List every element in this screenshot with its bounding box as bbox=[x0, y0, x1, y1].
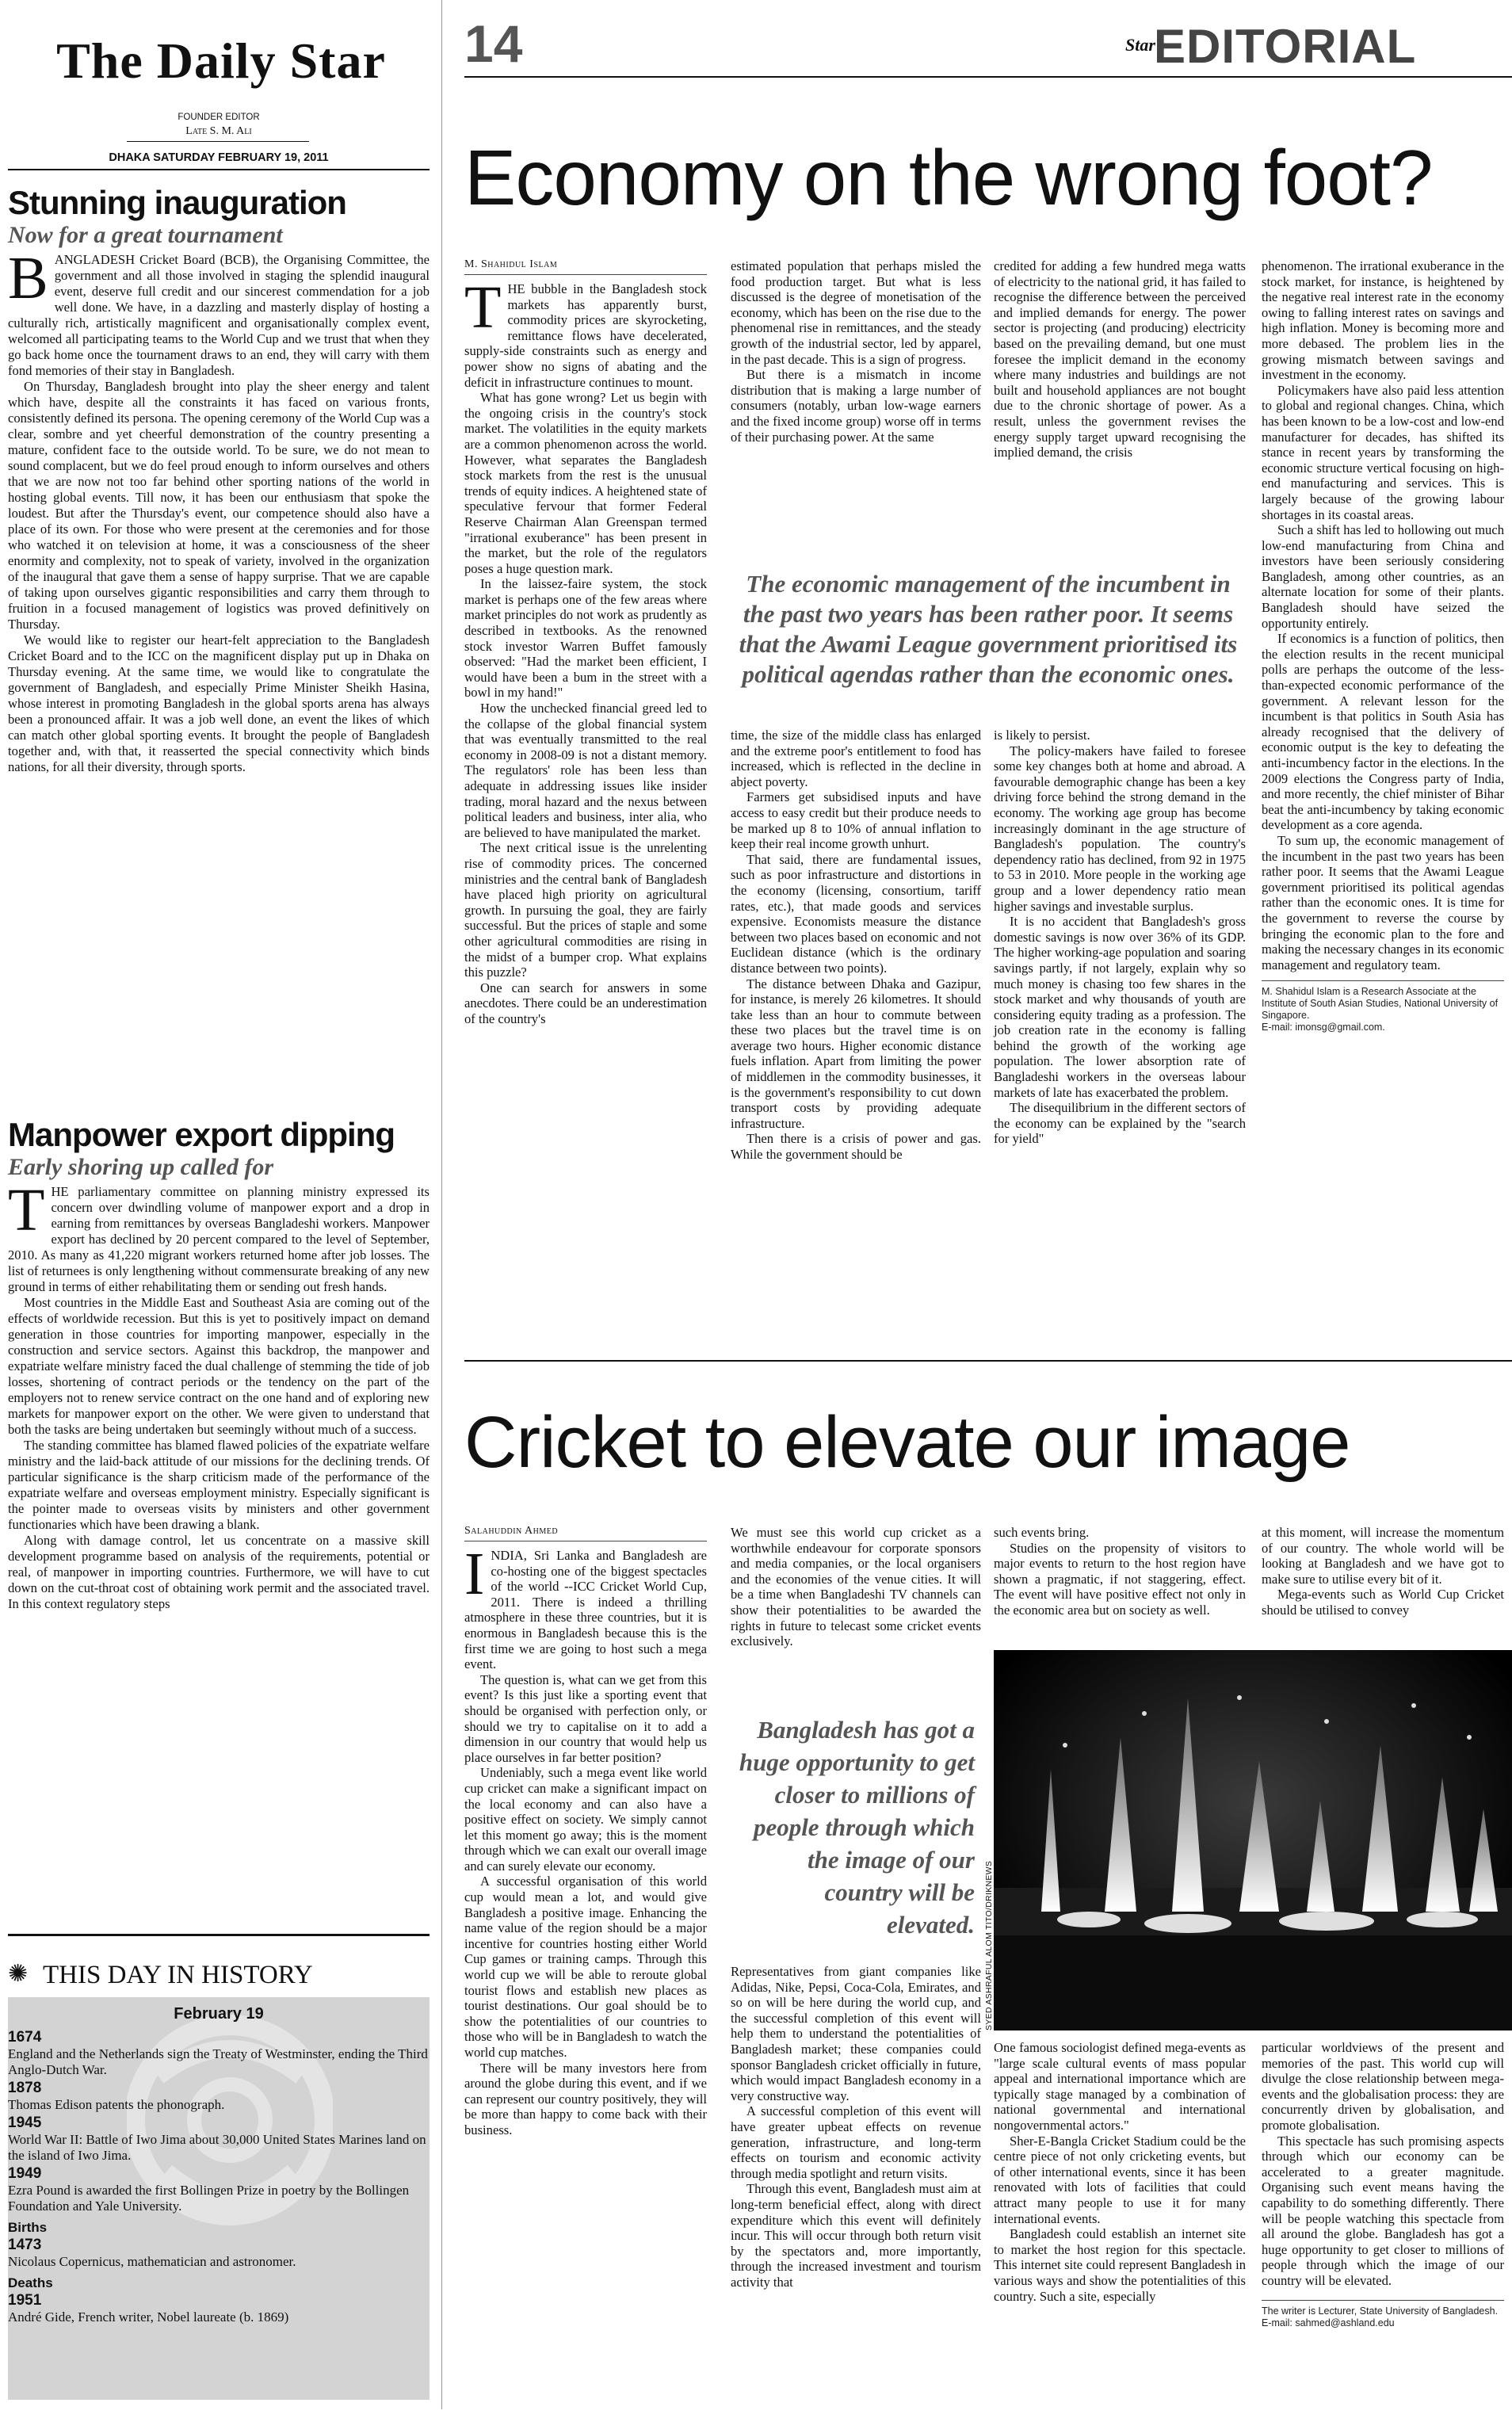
section-title: EDITORIAL bbox=[1154, 20, 1417, 73]
paragraph: such events bring. bbox=[994, 1525, 1090, 1540]
history-year: 1674 bbox=[8, 2029, 42, 2046]
article2-column-2-top bbox=[731, 1525, 981, 1649]
founder-name: Late S. M. Ali bbox=[185, 125, 252, 137]
paragraph: The disequilibrium in the different sectors of the economy can be explained by the "search for yield" bbox=[994, 1100, 1246, 1147]
paragraph: This spectacle has such promising aspects through which our economy can be accelerated to a greater magnitude. Organising such event means having the capability to do something differently. There will be people watching this spectacle from all around the globe. Bangladesh has got a huge opportunity to get closer to millions of people through which the image of our country will be elevated. bbox=[1262, 2133, 1504, 2288]
paragraph: time, the size of the middle class has enlarged and the extreme poor's entitlement to food has increased, which is reflected in the decline in abject poverty. bbox=[731, 728, 981, 789]
article2-column-4-bottom bbox=[1262, 2040, 1504, 2329]
history-entry bbox=[8, 2114, 430, 2164]
paragraph: How the unchecked financial greed led to the collapse of the global financial system that was eventually transmitted to the real economy in 2008-09 is not a distant memory. The regulators' role has been less than adequate in addressing issues like insider trading, moral hazard and the nexus between political leaders and business, inter alia, who are believed to have manipulated the market. bbox=[464, 701, 707, 840]
editorial-body bbox=[8, 245, 430, 775]
paragraph: Farmers get subsidised inputs and have access to easy credit but their produce needs to be marked up 8 to 10% of annual inflation to keep their real income growth unhurt. bbox=[731, 789, 981, 852]
paragraph: That said, there are fundamental issues, such as poor infrastructure and distortions in the economy (licensing, consortium, tariff rates, etc.), that made goods and services expensive. Economists measure the distance between two places based on economic and not Euclidean distance (which is the ordinary distance between two points). bbox=[731, 851, 981, 976]
history-text: Thomas Edison patents the phonograph. bbox=[8, 2097, 225, 2112]
paragraph: Representatives from giant companies like Adidas, Nike, Pepsi, Coca-Cola, Emirates, and so on will be here during the world cup, and the successful completion of this event will help them to understand the potentialities of Bangladesh market; these companies could sponsor Bangladesh cricket officially in future, which would impact Bangladesh economy in a very constructive way. bbox=[731, 1964, 981, 2103]
paragraph: is likely to persist. bbox=[994, 728, 1090, 743]
history-deaths-label: Deaths bbox=[8, 2275, 53, 2290]
paragraph: The question is, what can we get from this event? Is this just like a sporting event that should be organised with perfection only, or should we try to capitalise on it to add a dimension in our country that would help us place ourselves in far better position? bbox=[464, 1671, 707, 1765]
paragraph: BANGLADESH Cricket Board (BCB), the Organising Committee, the government and all those involved in staging the splendid inaugural event, deserve full credit and our sincerest commendation for a job well done. We have, in a dazzling and masterly display of hosting a culturally rich, artistically magnificent and organisationally complex event, welcomed all participating teams to the World Cup and we trust that when they go back home once the tournament draws to an end, they will carry with them fond memories of their stay in Bangladesh. bbox=[8, 245, 430, 378]
paragraph: Through this event, Bangladesh must aim at long-term beneficial effect, along with direct expenditure which this event will definitely incur. This will occur through both return visit by the spectators and, more importantly, through the increased investment and tourism activity that bbox=[731, 2181, 981, 2290]
paragraph: The standing committee has blamed flawed policies of the expatriate welfare ministry and the laid-back attitude of our missions for the declining trends. Of particular significance is the sharp criticism made of the performance of the expatriate welfare and overseas employment ministry. Especially significant is the pointer made to overseas visits by ministers and other government functionaries which have been drawing a blank. bbox=[8, 1438, 430, 1532]
article1-column-4 bbox=[1262, 258, 1504, 1033]
article-headline: Cricket to elevate our image bbox=[464, 1402, 1350, 1483]
article-byline: Salahuddin Ahmed bbox=[464, 1525, 707, 1541]
author-note-text: The writer is Lecturer, State University of Bangladesh. E-mail: sahmed@ashland.edu bbox=[1262, 2305, 1499, 2328]
dropcap: B bbox=[8, 245, 48, 311]
masthead bbox=[8, 0, 430, 178]
paragraph: We must see this world cup cricket as a worthwhile endeavour for corporate sponsors and media companies, or the local organisers and the economies of the venue cities. It will be a time when Bangladeshi TV channels can show their potentialities to be awarded the rights in future to telecast some cricket events exclusively. bbox=[731, 1525, 981, 1649]
history-text: Ezra Pound is awarded the first Bollingen Prize in poetry by the Bollingen Foundation and Yale University. bbox=[8, 2183, 410, 2214]
editorial-end-rule bbox=[8, 1934, 430, 1936]
photo-credit: SYED ASHRAFUL ALOM TITO/DRIKNEWS bbox=[984, 1860, 994, 2030]
founder-label: FOUNDER EDITOR bbox=[178, 113, 260, 122]
paragraph: Studies on the propensity of visitors to major events to return to the host region have shown a pragmatic, if not staggering, effect. The event will have positive effect not only in the economic area but on society as well. bbox=[994, 1540, 1246, 1618]
paragraph: We would like to register our heart-felt appreciation to the Bangladesh Cricket Board and to the ICC on the magnificent display put up in Dhaka on Thursday evening. At the same time, we would like to congratulate the government of Bangladesh, and especially Prime Minister Sheikh Hasina, whose interest in promoting Bangladesh in the global sports arena has always been a pronounced affair. It was a job well done, an event the likes of which can match other global sporting events. It brought the people of Bangladesh together and, with that, it reasserted the special connectivity which binds nations, for all their diversity, through sports. bbox=[8, 632, 430, 774]
history-entry bbox=[8, 2029, 430, 2078]
paragraph: at this moment, will increase the momentum of our country. The whole world will be looking at Bangladesh and we have got to make sure to utilise every bit of it. bbox=[1262, 1525, 1504, 1587]
paragraph: Such a shift has led to hollowing out much low-end manufacturing from China and investors have been seriously considering Bangladesh, among other countries, as an alternate location for some of their plants. Bangladesh should have seized the opportunity entirely. bbox=[1262, 522, 1504, 631]
history-text: André Gide, French writer, Nobel laureate (b. 1869) bbox=[8, 2309, 289, 2325]
paragraph: A successful completion of this event will have greater upbeat effects on revenue generation, infrastructure, and long-term effects on tourism and economic activity through media spotlight and return visits. bbox=[731, 2103, 981, 2181]
article2-pull-quote: Bangladesh has got a huge opportunity to get closer to millions of people through which the image of our country will be elevated. bbox=[739, 1716, 975, 1939]
article2-column-1 bbox=[464, 1525, 707, 2138]
paragraph: estimated population that perhaps misled the food production target. But what is less discussed is the degree of monetisation of the economy, which has been on the rise due to the phenomenal rise in remittances, and the steady growth of the industrial sector, led by apparel, in the past decade. This is a sign of progress. bbox=[731, 258, 981, 367]
paragraph: Then there is a crisis of power and gas. While the government should be bbox=[731, 1131, 981, 1163]
dateline-rule bbox=[8, 169, 430, 170]
paragraph: It is no accident that Bangladesh's gross domestic savings is now over 36% of its GDP. The higher working-age population and soaring savings partly, if not largely, explain why so much money is chasing too few shares in the stock market and why thousands of youth are considering equity trading as a profession. The job creation rate in the economy is falling behind the growth of the working age population. The lower absorption rate of Bangladeshi workers in the overseas labour markets of late has exacerbated the problem. bbox=[994, 914, 1246, 1100]
dropcap: T bbox=[464, 274, 502, 341]
paragraph: Sher-E-Bangla Cricket Stadium could be the centre piece of not only cricketing events, but of other international events, since it has been renovated with lots of facilities that could attract many people to use it for many international events. bbox=[994, 2133, 1246, 2226]
paragraph: To sum up, the economic management of the incumbent in the past two years has been rather poor. It seems that the Awami League government prioritised its political agendas rather than the economic ones. It is time for the government to reverse the course by bringing the economic plan to the fore and making the necessary changes in its economic management and regulatory team. bbox=[1262, 832, 1504, 972]
history-text: Nicolaus Copernicus, mathematician and astronomer. bbox=[8, 2254, 296, 2269]
history-year: 1878 bbox=[8, 2080, 42, 2096]
history-births-label: Births bbox=[8, 2220, 48, 2235]
history-entry bbox=[8, 2080, 430, 2113]
paragraph: phenomenon. The irrational exuberance in the stock market, for instance, is heightened by the negative real interest rate in the economy owing to falling interest rates on savings and high inflation. Money is becoming more and more debased. The problem lies in the growing mismatch between savings and investment in the economy. bbox=[1262, 258, 1504, 383]
paragraph: There will be many investors here from around the globe during this event, and if we can represent our country positively, they will be more than happy to come back with their business. bbox=[464, 2060, 707, 2137]
header-rule bbox=[464, 76, 1512, 78]
fireworks-fountain-image bbox=[994, 1650, 1512, 2030]
paragraph: Along with damage control, let us concentrate on a massive skill development programme based on analysis of the requirements, potential or real, of manpower in importing countries. Furthermore, we will have to cut down on the cut-throat cost of obtaining work permit and the associated travel. In this context regulatory steps bbox=[8, 1533, 430, 1611]
article1-column-2-bottom bbox=[731, 728, 981, 1163]
history-year: 1949 bbox=[8, 2165, 42, 2182]
article-divider-rule bbox=[464, 1360, 1512, 1362]
paragraph: particular worldviews of the present and memories of the past. This world cup will divulge the close relationship between mega-events and the globalisation process: they are concurrently driven by globalisation, and promote globalisation. bbox=[1262, 2040, 1504, 2133]
history-title: THIS DAY IN HISTORY bbox=[43, 1961, 313, 1989]
author-email: E-mail: imonsg@gmail.com. bbox=[1262, 1022, 1385, 1033]
masthead-rule bbox=[127, 141, 309, 142]
history-text: England and the Netherlands sign the Treaty of Westminster, ending the Third Anglo-Dutch War. bbox=[8, 2046, 428, 2077]
article1-column-1 bbox=[464, 258, 707, 1027]
dropcap: T bbox=[8, 1177, 45, 1243]
editorial-headline: Manpower export dipping bbox=[8, 1116, 395, 1153]
author-note bbox=[1262, 2300, 1504, 2329]
article1-column-2-top bbox=[731, 258, 981, 445]
article1-pull-quote: The economic management of the incumbent in the past two years has been rather poor. It seems that the Awami League government prioritised its political agendas rather than the economic ones. bbox=[739, 570, 1238, 688]
column-divider bbox=[441, 0, 442, 2409]
masthead-logo: The Daily Star bbox=[56, 32, 386, 89]
article-byline: M. Shahidul Islam bbox=[464, 258, 707, 275]
article2-column-3-top bbox=[994, 1525, 1246, 1618]
editorial-stunning-inauguration bbox=[8, 184, 430, 775]
paragraph: Policymakers have also paid less attention to global and regional changes. China, which has been known to be a low-cost and low-end manufacturer for decades, has shifted its stance in recent years by transforming the economic structure vertical focusing on high-end manufacturing and services. This is largely because of the growing labour shortages in its coastal areas. bbox=[1262, 382, 1504, 522]
history-year: 1945 bbox=[8, 2114, 42, 2131]
paragraph: Most countries in the Middle East and Southeast Asia are coming out of the effects of worldwide recession. But this is yet to positively impact on demand generation in those countries for importing manpower, especially in the construction and service sectors. Against this backdrop, the manpower and expatriate welfare ministry faced the dual challenge of stemming the tide of job losses, shortening of contract periods or the tendency on the part of the employers not to renew service contract on the one hand and of exploring new markets for manpower export on the other. We were given to understand that both the tasks are being undertaken but seemingly without much of a success. bbox=[8, 1295, 430, 1437]
history-header bbox=[8, 1956, 430, 1994]
article1-column-3-top bbox=[994, 258, 1246, 460]
history-text: World War II: Battle of Iwo Jima about 30,000 United States Marines land on the island of Iwo Jima. bbox=[8, 2132, 426, 2163]
paragraph: THE bubble in the Bangladesh stock markets has apparently burst, commodity prices are skyrocketing, remittance flows have decelerated, supply-side constraints such as energy and power show no signs of abating and the deficit in infrastructure continues to mount. bbox=[464, 274, 707, 390]
paragraph: The policy-makers have failed to foresee some key changes both at home and abroad. A favourable demographic change has been a key driving force behind the strong demand in the economy. The working age group has become increasingly dominant in the age structure of Bangladesh's population. The country's dependency ratio has declined, from 92 in 1975 to 53 in 2010. More people in the working age group and a lower dependency ratio mean higher savings and investable surplus. bbox=[994, 743, 1246, 914]
paragraph: One famous sociologist defined mega-events as "large scale cultural events of mass popular appeal and international importance which are typically stage managed by a combination of national governmental and international nongovernmental actors." bbox=[994, 2040, 1246, 2133]
dateline: DHAKA SATURDAY FEBRUARY 19, 2011 bbox=[109, 151, 329, 164]
history-year: 1951 bbox=[8, 2292, 42, 2309]
dropcap: I bbox=[464, 1541, 485, 1607]
stadium-photo bbox=[994, 1650, 1512, 2030]
editorial-manpower-export bbox=[8, 1116, 430, 1612]
paragraph: What has gone wrong? Let us begin with the ongoing crisis in the country's stock market. The volatilities in the equity markets are a common phenomenon across the world. However, what separates the Bangladesh stock markets from the rest is the unusual trends of equity indices. A heightened state of speculative fervour that former Federal Reserve Chairman Alan Greenspan termed "irrational exuberance" has been present in the market, but the role of the regulators poses a huge question mark. bbox=[464, 390, 707, 576]
author-note-text: M. Shahidul Islam is a Research Associate at the Institute of South Asian Studies, National University of Singapore. bbox=[1262, 986, 1499, 1022]
history-entry bbox=[8, 2237, 430, 2270]
history-box bbox=[8, 1997, 430, 2400]
paragraph: The next critical issue is the unrelenting rise of commodity prices. The concerned ministries and the central bank of Bangladesh have placed high priority on agricultural growth. In pursuing the goal, they are fairly successful. But the prices of staple and some other agricultural commodities are rising in the midst of a bumper crop. What explains this puzzle? bbox=[464, 840, 707, 980]
section-logo: Star bbox=[1125, 35, 1155, 55]
page-number: 14 bbox=[464, 14, 523, 73]
this-day-in-history bbox=[8, 1956, 430, 2400]
paragraph: If economics is a function of politics, then the election results in the recent municipal polls are perhaps the outcome of the less-than-expected economic performance of the government. A relevant lesson for the incumbent is that politics in South Asia has already recognised that the delivery of economic output is the key to defeating the anti-incumbency factor in the elections. In the 2009 elections the Congress party of India, and more recently, the chief minister of Bihar beat the anti-incumbency by taking economic development as a core agenda. bbox=[1262, 631, 1504, 833]
article2-column-3-bottom bbox=[994, 2040, 1246, 2304]
editorial-subhead: Early shoring up called for bbox=[8, 1154, 274, 1180]
sun-icon: ✺ bbox=[8, 1960, 29, 1988]
history-entry bbox=[8, 2165, 430, 2214]
paragraph: In the laissez-faire system, the stock market is perhaps one of the few areas where market principles do not work as prudently as described in textbooks. As the renowned stock investor Warren Buffet famously observed: "Had the market been efficient, I would have been a bum in the street with a bowl in my hand!" bbox=[464, 576, 707, 701]
paragraph: Bangladesh could establish an internet site to market the host region for this spectacle. This internet site could represent Bangladesh in various ways and show the potentialities of this country. Such a site, especially bbox=[994, 2226, 1246, 2304]
paragraph: Mega-events such as World Cup Cricket should be utilised to convey bbox=[1262, 1587, 1504, 1618]
history-entries bbox=[8, 2029, 430, 2325]
editorial-headline: Stunning inauguration bbox=[8, 184, 346, 221]
paragraph: A successful organisation of this world cup would mean a lot, and would give Bangladesh a positive image. Enhancing the name value of the region should be a major incentive for countries hosting either World Cup games or training camps. Through this world cup we will be able to reroute global tourist flows and establish new places as tourist destinations. Our goal should be to show the potentialities of our countries to those who will be in Bangladesh to watch the world cup matches. bbox=[464, 1874, 707, 2060]
article2-column-2-bottom bbox=[731, 1964, 981, 2290]
paragraph: The distance between Dhaka and Gazipur, for instance, is merely 26 kilometres. It should take less than an hour to commute between these two places but the travel time is on average two hours. Higher economic distance fuels inflation. Apart from limiting the power of middlemen in the commodity businesses, it is the government's responsibility to cut down transport costs by providing adequate infrastructure. bbox=[731, 976, 981, 1131]
paragraph: THE parliamentary committee on planning ministry expressed its concern over dwindling volume of manpower export and a drop in earning from remittances by overseas Bangladeshi workers. Manpower export has declined by 20 percent compared to the level of September, 2010. As many as 41,220 migrant workers returned home after job losses. The list of returnees is only lengthening without commensurate breaking of any new ground in terms of either rehabilitating them or sending out fresh hands. bbox=[8, 1177, 430, 1294]
editorial-body bbox=[8, 1177, 430, 1612]
paragraph: But there is a mismatch in income distribution that is making a large number of consumers (notably, urban low-wage earners and the fixed income group) worse off in terms of their purchasing power. At the same bbox=[731, 367, 981, 445]
history-year: 1473 bbox=[8, 2237, 42, 2253]
history-entry bbox=[8, 2292, 430, 2325]
paragraph: On Thursday, Bangladesh brought into play the sheer energy and talent which have, despite all the constraints it has faced on various fronts, consistently defined its persona. The opening ceremony of the World Cup was a clear, sombre and yet cheerful demonstration of the country presenting a mature, confident face to the outside world. To be sure, we do not mean to sound complacent, but we do feel proud enough to inform ourselves and others that we are now not too far behind other sporting nations of the world in hosting global events. Till now, it has been our enthusiasm that spoke the loudest. But after the Thursday's event, our competence should also have a place of its own. For those who were present at the ceremonies and for those who watched it on television at home, it was a consciousness of the sheer enormity and complexity, not to speak of variety, involved in the organization of the inaugural that gave them a sense of happy surprise. That we are capable of taking upon ourselves gigantic responsibilities and carry them through to fruition in a focused management of logistics was proved definitively on Thursday. bbox=[8, 379, 430, 632]
editorial-subhead: Now for a great tournament bbox=[8, 222, 283, 248]
history-date: February 19 bbox=[174, 2005, 264, 2023]
paragraph: credited for adding a few hundred mega watts of electricity to the national grid, it has failed to recognise the difference between the perceived and implied demands for energy. The power sector is projecting (and producing) electricity based on the prevailing demand, but one must foresee the implicit demand in the economy where many industries and buildings are not built and household appliances are not bought due to the chronic shortage of power. As a result, unless the government revises the energy supply target upward recognising the implied demand, the crisis bbox=[994, 258, 1246, 460]
article2-column-4-top bbox=[1262, 1525, 1504, 1618]
paragraph: Undeniably, such a mega event like world cup cricket can make a significant impact on the local economy and can also have a positive effect on society. We simply cannot let this moment go away; this is the moment through which we can exalt our overall image and can surely elevate our economy. bbox=[464, 1765, 707, 1874]
author-note bbox=[1262, 980, 1504, 1033]
paragraph: One can search for answers in some anecdotes. There could be an underestimation of the country's bbox=[464, 980, 707, 1026]
paragraph: INDIA, Sri Lanka and Bangladesh are co-hosting one of the biggest spectacles of the world --ICC Cricket World Cup, 2011. There is indeed a thrilling atmosphere in these three countries, but it is enormous in Bangladesh because this is the first time we are going to host such a mega event. bbox=[464, 1541, 707, 1672]
article-headline: Economy on the wrong foot? bbox=[464, 134, 1433, 221]
article1-column-3-bottom bbox=[994, 728, 1246, 1147]
